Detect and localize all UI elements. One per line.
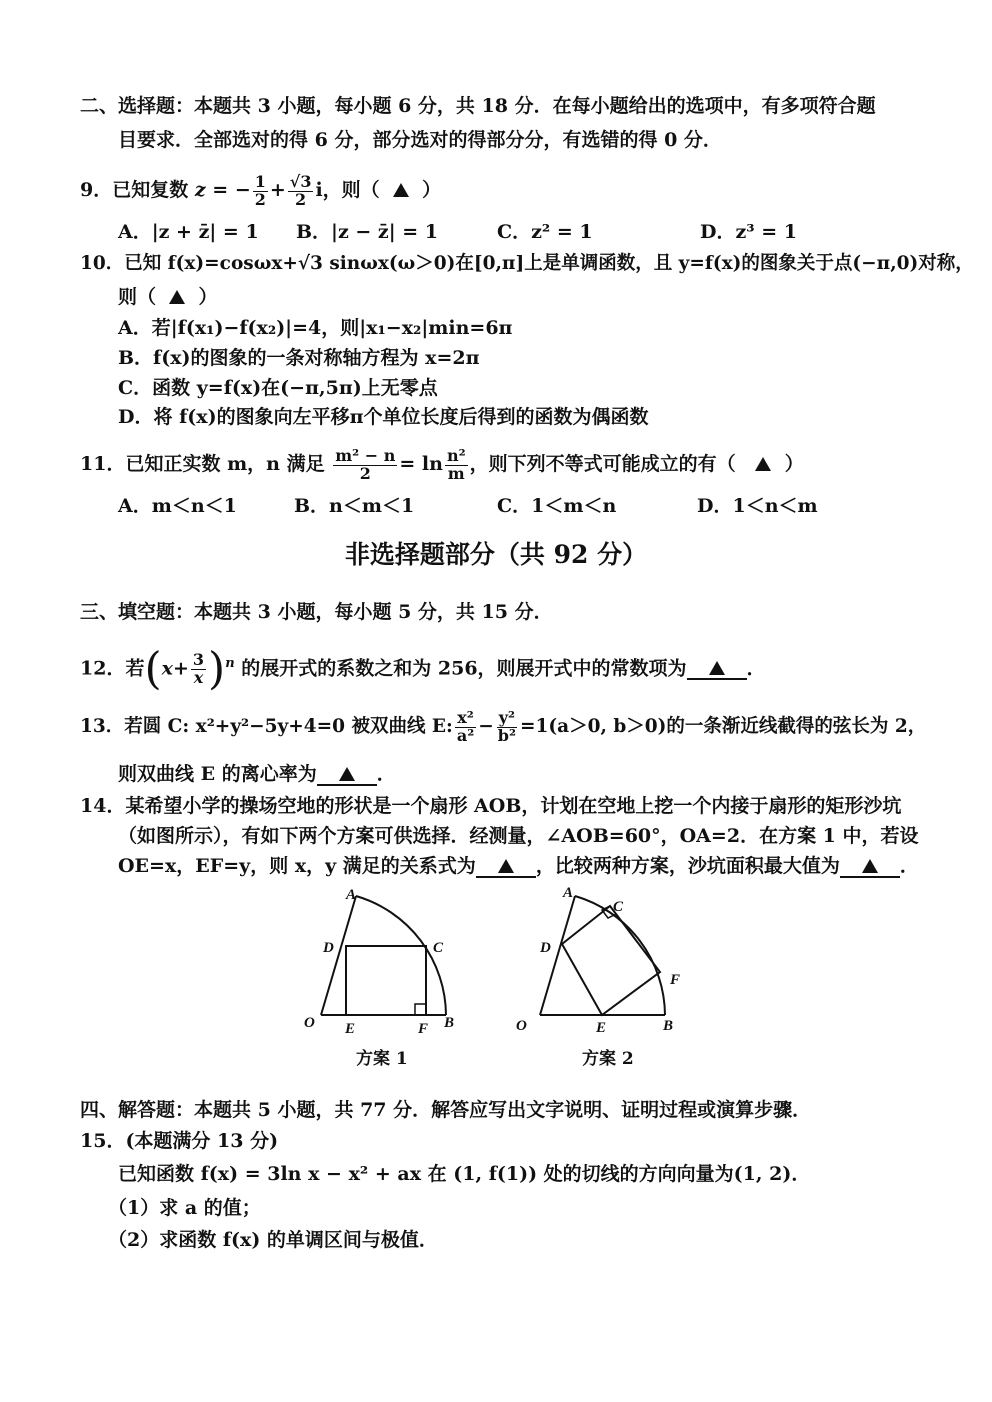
q14-line1: 14．某希望小学的操场空地的形状是一个扇形 AOB，计划在空地上挖一个内接于扇形的矩形沙坑 [80, 795, 902, 817]
q9-option-b: B．|z − z̄| = 1 [296, 221, 438, 243]
q10-option-b: B．f(x)的图象的一条对称轴方程为 x=2π [118, 347, 480, 369]
q15-stem: 已知函数 f(x) = 3ln x − x² + ax 在 (1, f(1)) 处的切线的方向向量为(1, 2)． [118, 1163, 811, 1185]
q9-fraction-sqrt3: $\frac{√3}{2}$ [289, 171, 312, 209]
label-A: A [563, 885, 574, 901]
q14-line3: OE=x，EF=y，则 x，y 满足的关系式为 ，比较两种方案，沙坑面积最大值为 ． [118, 855, 919, 877]
answer-blank-icon [862, 859, 878, 873]
q10-line2: 则（ ） [118, 286, 218, 308]
part2-header-line2: 目要求．全部选对的得 6 分，部分选对的得部分分，有选错的得 0 分． [118, 129, 722, 151]
label-F: F [670, 972, 681, 988]
answer-blank-icon [755, 457, 771, 471]
q9-option-d: D．z³ = 1 [700, 221, 797, 243]
q15-title: 15．(本题满分 13 分) [80, 1130, 279, 1152]
answer-blank-icon [339, 767, 355, 781]
answer-blank-icon [709, 661, 725, 675]
q11-option-b: B．n＜m＜1 [294, 495, 415, 517]
answer-blank-icon [169, 290, 185, 304]
label-F: F [418, 1021, 429, 1034]
q10-option-c: C．函数 y=f(x)在(−π,5π)上无零点 [118, 377, 438, 399]
q10-option-d: D．将 f(x)的图象向左平移π个单位长度后得到的函数为偶函数 [118, 406, 649, 428]
label-O: O [304, 1015, 315, 1031]
q10-line1: 10．已知 f(x)=cosωx+√3 sinωx(ω＞0)在[0,π]上是单调函数，且 y=f(x)的图象关于点(−π,0)对称， [80, 253, 974, 274]
q9-option-a: A．|z + z̄| = 1 [118, 221, 259, 243]
q11-option-a: A．m＜n＜1 [118, 495, 237, 517]
figure-plan-1 [296, 884, 476, 1034]
part3-header: 三、填空题：本题共 3 小题，每小题 5 分，共 15 分． [80, 601, 553, 623]
answer-blank [317, 764, 377, 786]
label-E: E [596, 1020, 607, 1034]
label-C: C [613, 899, 624, 915]
caption-plan-2: 方案 2 [582, 1049, 634, 1069]
label-A: A [346, 887, 357, 903]
q13-line2: 则双曲线 E 的离心率为 ． [118, 763, 396, 785]
q15-part1: （1）求 a 的值； [108, 1197, 261, 1219]
part2-header-line1: 二、选择题：本题共 3 小题，每小题 6 分，共 18 分．在每小题给出的选项中，有多项符合题 [80, 95, 876, 117]
q15-part2: （2）求函数 f(x) 的单调区间与极值． [108, 1229, 438, 1251]
answer-blank-icon [393, 183, 409, 197]
q9-option-c: C．z² = 1 [497, 221, 593, 243]
label-E: E [345, 1021, 356, 1034]
label-B: B [444, 1015, 455, 1031]
part4-header: 四、解答题：本题共 5 小题，共 77 分．解答应写出文字说明、证明过程或演算步骤． [80, 1099, 812, 1121]
q14-line2: （如图所示），有如下两个方案可供选择．经测量，∠AOB=60°，OA=2．在方案 1 中，若设 [118, 825, 919, 847]
label-O: O [516, 1018, 527, 1034]
q9-text: 已知复数 [112, 179, 189, 201]
caption-plan-1: 方案 1 [356, 1049, 408, 1069]
answer-blank [687, 658, 747, 680]
q9-fraction-half: $\frac{1}{2}$ [254, 171, 266, 209]
q9-z-expr: z = − [194, 179, 251, 201]
question-12: 12．若(x+ $\frac{3}{x}$ )$^n$ 的展开式的系数之和为 256，则展开式中的常数项为 ． [80, 643, 766, 695]
q11-option-c: C．1＜m＜n [497, 495, 617, 517]
answer-blank [840, 856, 900, 878]
label-B: B [663, 1018, 674, 1034]
answer-blank [476, 856, 536, 878]
label-C: C [433, 940, 444, 956]
q11-fraction-left: $\frac{\text{m² − n}}{2}$ [335, 445, 396, 483]
q9-number: 9． [80, 179, 113, 201]
section-title: 非选择题部分（共 92 分） [344, 540, 648, 569]
q11-fraction-right: $\frac{\text{n²}}{m}$ [446, 445, 466, 483]
q11-option-d: D．1＜n＜m [697, 495, 818, 517]
label-D: D [540, 940, 551, 956]
answer-blank-icon [498, 859, 514, 873]
label-D: D [323, 940, 334, 956]
q10-option-a: A．若|f(x₁)−f(x₂)|=4，则|x₁−x₂|min=6π [118, 317, 513, 339]
figure-plan-2 [512, 884, 692, 1034]
question-9: 9．已知复数 z = − $\frac{1}{2}$ + $\frac{√3}{2}$ i，则（ ） [80, 171, 442, 209]
q13-line1: 13．若圆 C: x²+y²−5y+4=0 被双曲线 E: $\frac{\text{x²}}{\text{a²}}$ − $\frac{\text{y²}}{\text{b²}}$ =1(a＞0, b＞0)的一条渐近线截得的弦长为 2， [80, 707, 927, 745]
question-11: 11．已知正实数 m，n 满足 $\frac{\text{m² − n}}{2}$ = ln $\frac{\text{n²}}{m}$ ，则下列不等式可能成立的有（ ） [80, 445, 804, 483]
